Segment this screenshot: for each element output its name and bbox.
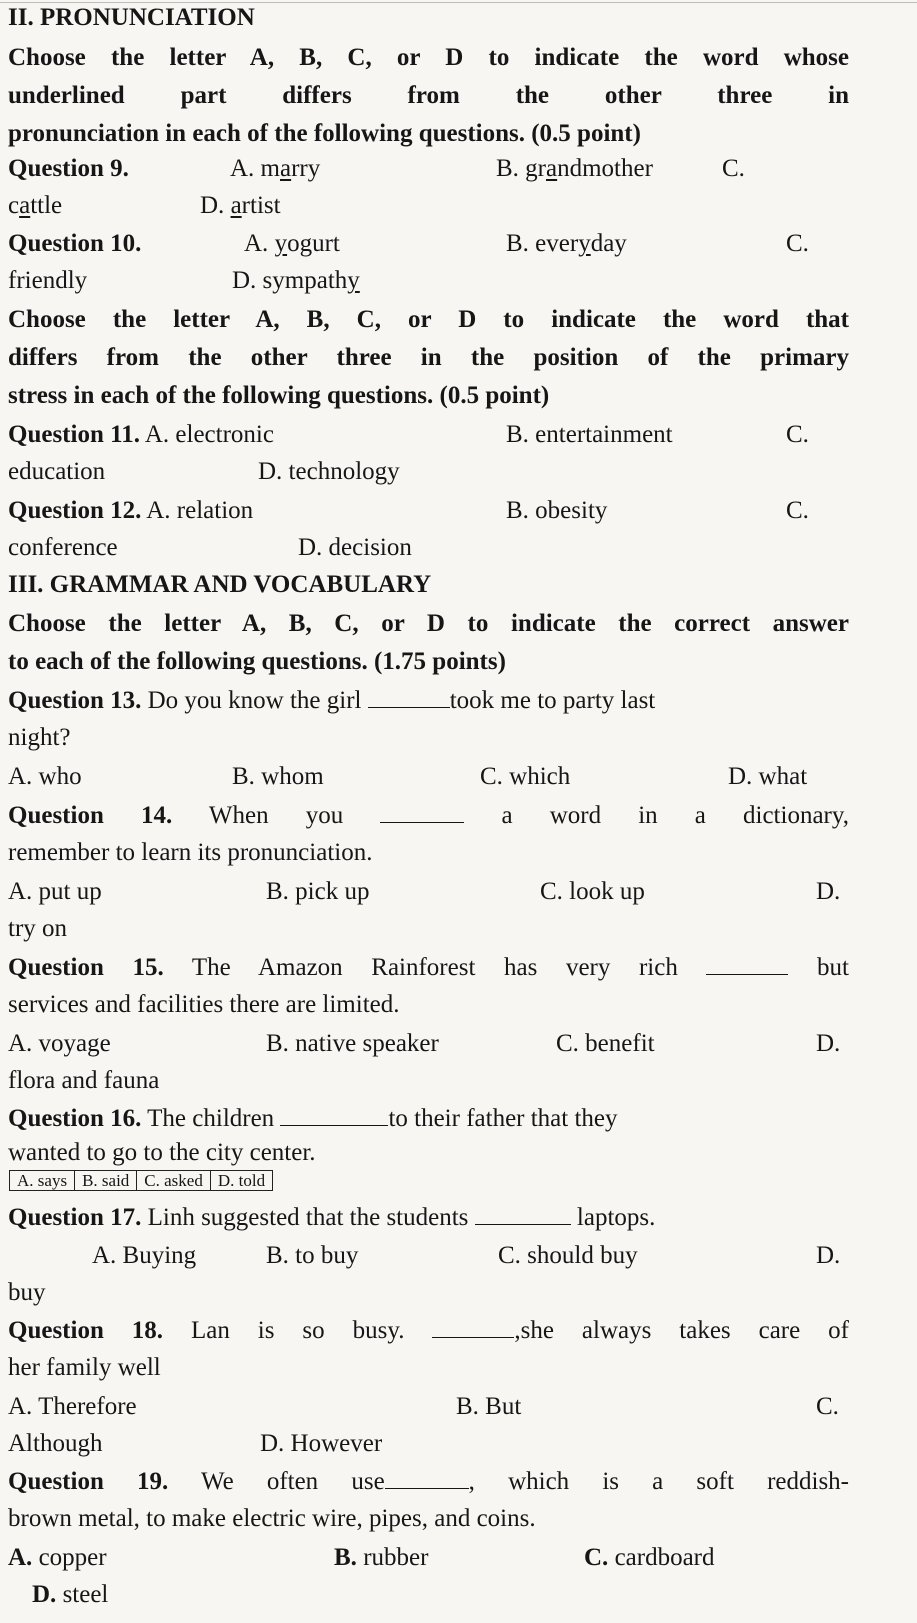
instruction-stress-line1: Choose the letter A, B, C, or D to indicate the word that — [8, 306, 849, 333]
option-a: A. Buying — [92, 1242, 197, 1269]
question-text — [8, 496, 253, 526]
answer-blank — [706, 954, 788, 975]
question-label: Question 13. — [8, 687, 142, 714]
option-a: A. voyage — [8, 1030, 111, 1057]
question-stem-cont: her family well — [8, 1354, 161, 1381]
instruction-pronunciation-line3: pronunciation in each of the following questions. (0.5 point) — [8, 120, 641, 147]
question-label: Question 15. — [8, 954, 164, 981]
option-b: B. to buy — [266, 1242, 359, 1269]
option-d: flora and fauna — [8, 1067, 160, 1094]
instruction-stress-line3: stress in each of the following questions. (0.5 point) — [8, 382, 550, 409]
question-label: Question 18. — [8, 1317, 164, 1344]
instruction-grammar-line1: Choose the letter A, B, C, or D to indicate the correct answer — [8, 610, 849, 637]
option-c: conference — [8, 534, 118, 561]
options-table — [9, 1170, 273, 1191]
option-c: C. asked — [137, 1171, 211, 1191]
instruction-grammar-line2: to each of the following questions. (1.75 points) — [8, 648, 506, 675]
question-stem-cont: night? — [8, 724, 71, 751]
answer-blank — [280, 1105, 388, 1126]
question-stem: Question 16. The children to their father that they — [8, 1105, 618, 1132]
option-a: A. put up — [8, 878, 102, 905]
question-stem-cont: remember to learn its pronunciation. — [8, 839, 373, 866]
instruction-stress-line2: differs from the other three in the position of the primary — [8, 344, 849, 371]
question-stem-cont: services and facilities there are limited. — [8, 991, 400, 1018]
question-label: Question 17. — [8, 1204, 142, 1231]
option-a: A. says — [10, 1171, 75, 1191]
option-c: C. should buy — [498, 1242, 638, 1269]
option-b: B. rubber — [334, 1544, 429, 1571]
option-b: B. said — [75, 1171, 137, 1191]
section-title-pronunciation: II. PRONUNCIATION — [8, 4, 255, 31]
option-b: B. whom — [232, 763, 324, 790]
section-title-grammar: III. GRAMMAR AND VOCABULARY — [8, 571, 432, 598]
option-d-letter: D. — [816, 878, 841, 905]
option-b: B. entertainment — [506, 421, 673, 448]
question-label: Question 10. — [8, 230, 142, 257]
instruction-pronunciation-line2: underlined part differs from the other three in — [8, 82, 849, 109]
option-c: C. cardboard — [584, 1544, 715, 1571]
option-c: Although — [8, 1430, 103, 1457]
question-stem-cont: wanted to go to the city center. — [8, 1139, 316, 1166]
option-c-letter: C. — [722, 155, 745, 182]
option-c: C. which — [480, 763, 571, 790]
instruction-pronunciation-line1: Choose the letter A, B, C, or D to indicate the word whose — [8, 44, 849, 71]
question-stem-cont: brown metal, to make electric wire, pipes, and coins. — [8, 1505, 536, 1532]
question-label: Question 12. — [8, 497, 142, 524]
question-label: Question 9. — [8, 155, 129, 182]
option-c-letter: C. — [786, 421, 809, 448]
option-d: D. what — [728, 763, 808, 790]
option-d-letter: D. — [816, 1030, 841, 1057]
option-d: buy — [8, 1279, 46, 1306]
question-stem: Question 15. The Amazon Rainforest has very rich but — [8, 954, 850, 981]
option-d: D. decision — [298, 534, 412, 561]
option-c: C. look up — [540, 878, 645, 905]
option-c-letter: C. — [816, 1393, 839, 1420]
answer-blank — [432, 1317, 514, 1338]
answer-blank — [385, 1468, 469, 1489]
question-stem: Question 18. Lan is so busy. ,she always takes care of — [8, 1317, 849, 1344]
option-a: A. yogurt — [244, 230, 340, 257]
option-a: A. who — [8, 763, 82, 790]
question-label: Question 16. — [8, 1105, 142, 1132]
option-c: C. benefit — [556, 1030, 655, 1057]
option-a: A. relation — [146, 497, 254, 524]
option-a: A. copper — [8, 1544, 107, 1571]
option-b: B. pick up — [266, 878, 370, 905]
question-label: Question 11. — [8, 421, 140, 448]
option-a: A. Therefore — [8, 1393, 137, 1420]
question-label: Question 14. — [8, 802, 173, 829]
option-b: B. native speaker — [266, 1030, 439, 1057]
option-c: education — [8, 458, 106, 485]
question-stem: Question 14. When you a word in a dictionary, — [8, 802, 849, 829]
option-d: D. However — [260, 1430, 383, 1457]
question-label: Question 19. — [8, 1468, 169, 1495]
answer-blank — [380, 802, 464, 823]
option-c: friendly — [8, 267, 88, 294]
question-text — [8, 420, 274, 450]
question-stem: Question 19. We often use , which is a soft reddish- — [8, 1468, 849, 1495]
option-d: D. steel — [32, 1581, 109, 1608]
option-d: D. artist — [200, 192, 281, 219]
option-d: D. told — [210, 1171, 272, 1191]
option-c-letter: C. — [786, 497, 809, 524]
option-d: D. sympathy — [232, 267, 360, 294]
answer-blank — [368, 687, 450, 708]
question-stem: Question 17. Linh suggested that the students laptops. — [8, 1204, 656, 1231]
question-stem: Question 13. Do you know the girl took me to party last — [8, 687, 656, 714]
option-d: try on — [8, 915, 68, 942]
option-b: B. everyday — [506, 230, 627, 257]
option-a: A. electronic — [144, 421, 274, 448]
answer-blank — [475, 1204, 571, 1225]
option-c: cattle — [8, 192, 63, 219]
option-a: A. marry — [230, 155, 321, 182]
option-b: B. But — [456, 1393, 522, 1420]
option-c-letter: C. — [786, 230, 809, 257]
option-b: B. obesity — [506, 497, 608, 524]
option-d-letter: D. — [816, 1242, 841, 1269]
option-d: D. technology — [258, 458, 400, 485]
option-b: B. grandmother — [496, 155, 653, 182]
